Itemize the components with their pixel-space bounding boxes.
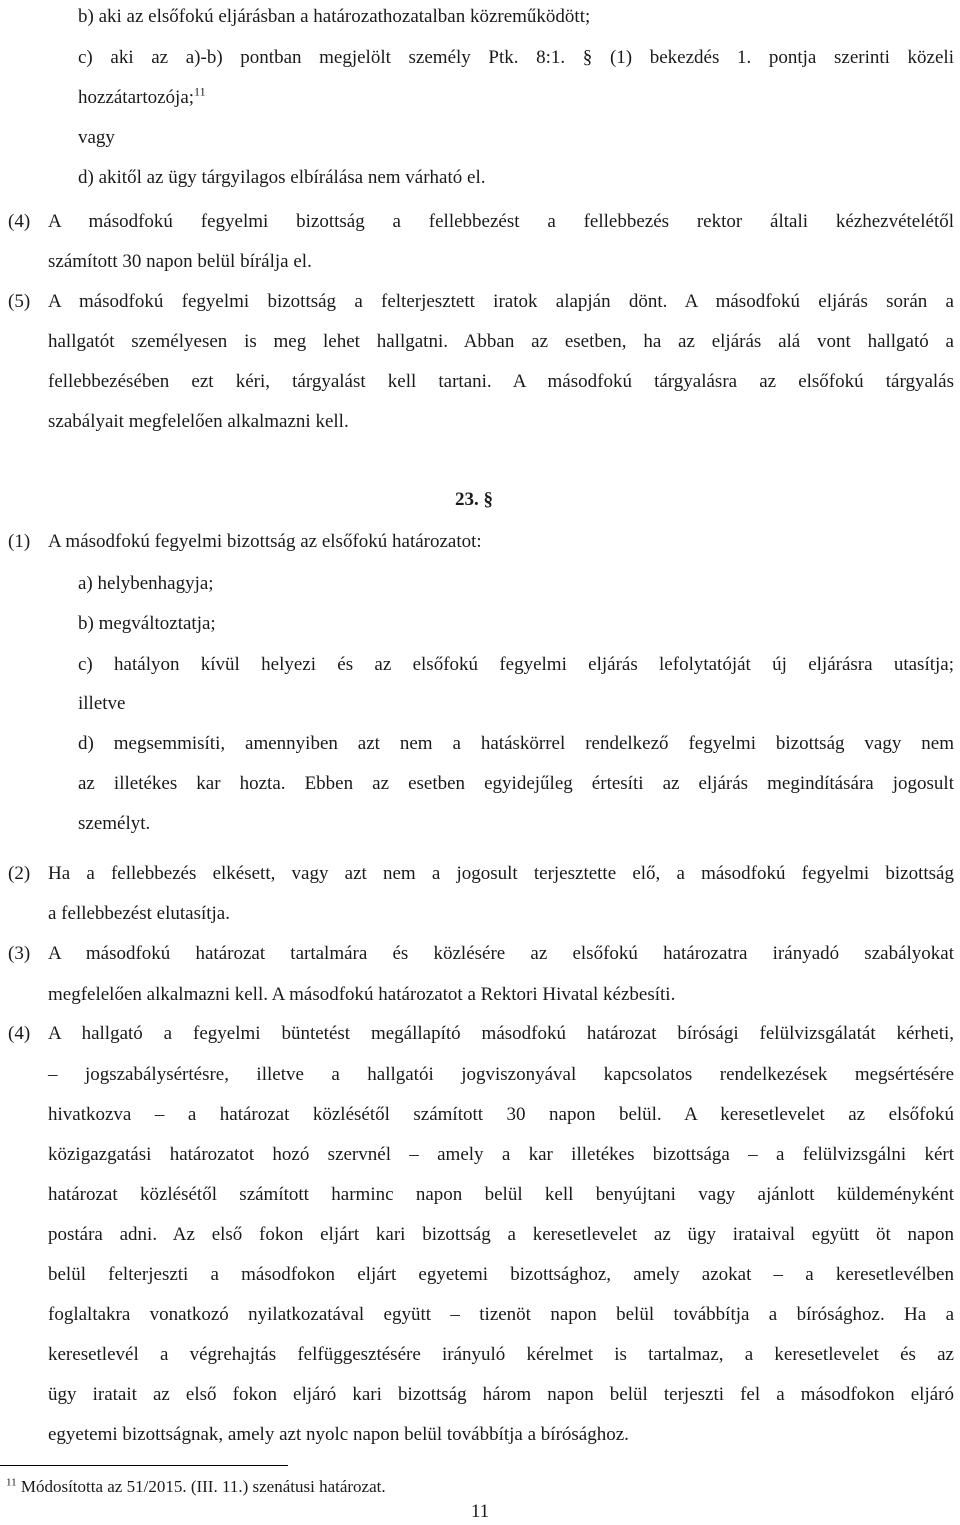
- paragraph-line: A másodfokú fegyelmi bizottság a felterjesztett iratok alapján dönt. A másodfokú eljárás során a: [48, 291, 954, 312]
- footnote-divider: [0, 1465, 288, 1466]
- paragraph-line: A másodfokú fegyelmi bizottság az elsőfokú határozatot:: [48, 531, 482, 552]
- list-connector: vagy: [78, 127, 115, 148]
- paragraph-line: fellebbezésében ezt kéri, tárgyalást kell tartani. A másodfokú tárgyalásra az elsőfokú tárgyalás: [48, 371, 954, 392]
- list-item-c-cont-text: hozzátartozója;: [78, 87, 195, 108]
- list-item-c-cont: [78, 86, 206, 110]
- paragraph-line: a fellebbezést elutasítja.: [48, 903, 230, 924]
- paragraph-number: (4): [8, 211, 31, 232]
- list-item: d) megsemmisíti, amennyiben azt nem a hatáskörrel rendelkező fegyelmi bizottság vagy nem: [78, 733, 954, 754]
- paragraph-line: A másodfokú határozat tartalmára és közlésére az elsőfokú határozatra irányadó szabályokat: [48, 943, 954, 964]
- paragraph-line: belül felterjeszti a másodfokon eljárt egyetemi bizottsághoz, amely azokat – a keresetlevélben: [48, 1264, 954, 1285]
- paragraph-number: (4): [8, 1023, 31, 1044]
- paragraph-line: – jogszabálysértésre, illetve a hallgatói jogviszonyával kapcsolatos rendelkezések megsértésére: [48, 1064, 954, 1085]
- page-number: 11: [470, 1501, 490, 1522]
- list-item: c) hatályon kívül helyezi és az elsőfokú fegyelmi eljárás lefolytatóját új eljárásra utasítja;: [78, 654, 954, 675]
- list-item: a) helybenhagyja;: [78, 573, 214, 594]
- list-item-c: c) aki az a)-b) pontban megjelölt személy Ptk. 8:1. § (1) bekezdés 1. pontja szerinti közeli: [78, 47, 954, 68]
- list-item: b) megváltoztatja;: [78, 613, 216, 634]
- paragraph-line: számított 30 napon belül bírálja el.: [48, 251, 312, 272]
- paragraph-line: postára adni. Az első fokon eljárt kari bizottság a keresetlevelet az ügy irataival együtt öt napon: [48, 1224, 954, 1245]
- footnote-ref[interactable]: 11: [194, 84, 206, 99]
- paragraph-line: keresetlevél a végrehajtás felfüggesztésére irányuló kérelmet is tartalmaz, a keresetlevelet és az: [48, 1344, 954, 1365]
- paragraph-line: foglaltakra vonatkozó nyilatkozatával együtt – tizenöt napon belül továbbítja a bírósághoz. Ha a: [48, 1304, 954, 1325]
- list-item: az illetékes kar hozta. Ebben az esetben egyidejűleg értesíti az eljárás megindítására jogosult: [78, 773, 954, 794]
- paragraph-line: megfelelően alkalmazni kell. A másodfokú határozatot a Rektori Hivatal kézbesíti.: [48, 984, 676, 1005]
- list-item: illetve: [78, 693, 126, 714]
- paragraph-line: Ha a fellebbezés elkésett, vagy azt nem a jogosult terjesztette elő, a másodfokú fegyelmi bizottság: [48, 863, 954, 884]
- list-item: személyt.: [78, 813, 151, 834]
- paragraph-line: közigazgatási határozatot hozó szervnél – amely a kar illetékes bizottsága – a felülvizsgálni kért: [48, 1144, 954, 1165]
- list-item-b: b) aki az elsőfokú eljárásban a határozathozatalban közreműködött;: [78, 6, 591, 27]
- paragraph-number: (3): [8, 943, 31, 964]
- paragraph-line: egyetemi bizottságnak, amely azt nyolc napon belül továbbítja a bírósághoz.: [48, 1424, 629, 1445]
- paragraph-line: A hallgató a fegyelmi büntetést megállapító másodfokú határozat bírósági felülvizsgálatát kérheti,: [48, 1023, 954, 1044]
- paragraph-line: hallgatót személyesen is meg lehet hallgatni. Abban az esetben, ha az eljárás alá vont hallgató a: [48, 331, 954, 352]
- footnote-text: Módosította az 51/2015. (III. 11.) szenátusi határozat.: [16, 1477, 386, 1496]
- footnote-mark: 11: [6, 1476, 17, 1489]
- paragraph-number: (5): [8, 291, 31, 312]
- paragraph-number: (1): [8, 531, 31, 552]
- paragraph-line: hivatkozva – a határozat közlésétől számított 30 napon belül. A keresetlevelet az elsőfokú: [48, 1104, 954, 1125]
- paragraph-line: A másodfokú fegyelmi bizottság a fellebbezést a fellebbezés rektor általi kézhezvételétől: [48, 211, 954, 232]
- paragraph-number: (2): [8, 863, 31, 884]
- footnote: [6, 1476, 386, 1498]
- paragraph-line: határozat közlésétől számított harminc napon belül kell benyújtani vagy ajánlott küldeményként: [48, 1184, 954, 1205]
- list-item-d: d) akitől az ügy tárgyilagos elbírálása nem várható el.: [78, 167, 486, 188]
- paragraph-line: ügy iratait az első fokon eljáró kari bizottság három napon belül terjeszti fel a másodfokon eljáró: [48, 1384, 954, 1405]
- paragraph-line: szabályait megfelelően alkalmazni kell.: [48, 411, 349, 432]
- section-heading: 23. §: [455, 489, 493, 510]
